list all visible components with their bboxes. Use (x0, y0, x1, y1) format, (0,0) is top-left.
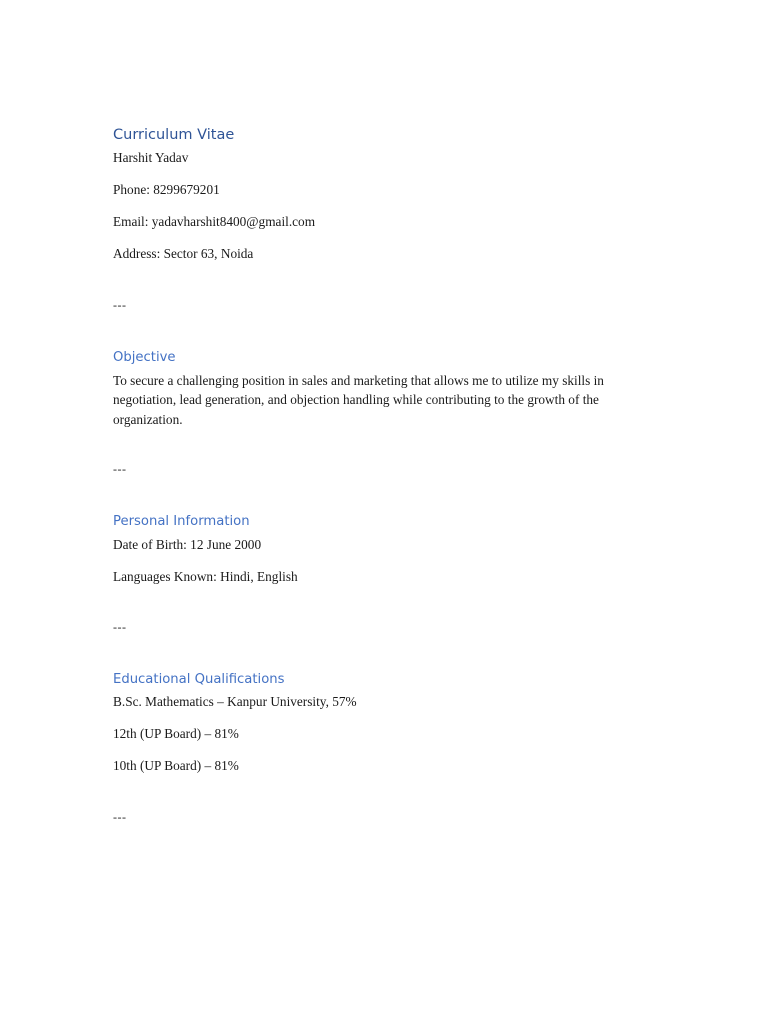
contact-name: Harshit Yadav (113, 150, 189, 165)
objective-heading: Objective (113, 350, 176, 365)
languages-known: Languages Known: Hindi, English (113, 569, 298, 584)
section-separator: --- (113, 810, 127, 824)
education-item: B.Sc. Mathematics – Kanpur University, 57% (113, 694, 357, 709)
document-title: Curriculum Vitae (113, 127, 235, 143)
contact-phone: Phone: 8299679201 (113, 182, 220, 197)
contact-email: Email: yadavharshit8400@gmail.com (113, 214, 316, 229)
education-item: 12th (UP Board) – 81% (113, 726, 239, 741)
education-item: 10th (UP Board) – 81% (113, 758, 239, 773)
education-heading: Educational Qualifications (113, 672, 285, 687)
contact-address: Address: Sector 63, Noida (113, 246, 254, 261)
section-separator: --- (113, 298, 127, 312)
section-separator: --- (113, 462, 127, 476)
personal-info-heading: Personal Information (113, 514, 250, 529)
objective-text: To secure a challenging position in sales and marketing that allows me to utilize my skills in negotiation, lead generation, and objection handling while contributing to the growth of the organization. (113, 373, 604, 427)
section-separator: --- (113, 620, 127, 634)
date-of-birth: Date of Birth: 12 June 2000 (113, 537, 262, 552)
cv-page (113, 0, 673, 1024)
